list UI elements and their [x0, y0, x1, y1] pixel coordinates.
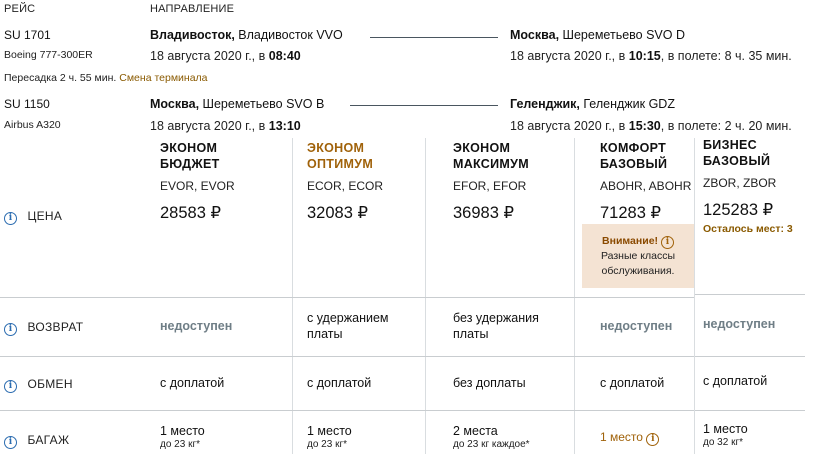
header-direction: НАПРАВЛЕНИЕ	[150, 3, 235, 15]
terminal-change-warning: Смена терминала	[119, 72, 208, 84]
service-class-notice	[582, 224, 694, 288]
route-line	[370, 37, 498, 38]
notice-text: обслуживания.	[601, 265, 675, 277]
route-line	[350, 105, 498, 106]
refund-row-label: i ВОЗВРАТ	[4, 318, 83, 336]
price-row-label: i ЦЕНА	[4, 207, 62, 225]
exchange-value: с доплатой	[307, 376, 372, 390]
exchange-value: с доплатой	[703, 374, 768, 388]
aircraft-type: Boeing 777-300ER	[4, 49, 93, 61]
info-icon[interactable]: i	[646, 433, 659, 446]
price-value: 28583 ₽	[160, 204, 221, 222]
price-value: 71283 ₽	[600, 204, 661, 222]
price-value: 125283 ₽	[703, 201, 774, 219]
baggage-value: 1 место до 23 кг*	[307, 424, 352, 450]
notice-title: Внимание!	[602, 235, 659, 247]
baggage-value: 1 место i	[600, 430, 659, 446]
header-flight: РЕЙС	[4, 3, 36, 15]
baggage-row-label: i БАГАЖ	[4, 431, 69, 449]
refund-value: недоступен	[600, 319, 673, 333]
departure-datetime: 18 августа 2020 г., в 08:40	[150, 49, 301, 63]
fare-business-basic[interactable]: БИЗНЕС БАЗОВЫЙ	[703, 138, 771, 168]
row-divider	[0, 356, 694, 357]
exchange-row-label: i ОБМЕН	[4, 375, 73, 393]
info-icon[interactable]: i	[661, 236, 674, 249]
refund-value: недоступен	[160, 319, 233, 333]
fare-comfort-basic[interactable]: КОМФОРТ БАЗОВЫЙ	[600, 141, 668, 171]
fare-codes: EFOR, EFOR	[453, 179, 527, 193]
exchange-value: без доплаты	[453, 376, 526, 390]
transfer-info: Пересадка 2 ч. 55 мин. Смена терминала	[4, 72, 208, 84]
fare-codes: ZBOR, ZBOR	[703, 176, 777, 190]
arrival-city: Геленджик, Геленджик GDZ	[510, 97, 675, 111]
info-icon[interactable]: i	[4, 380, 17, 393]
flight-number: SU 1150	[4, 97, 50, 111]
arrival-datetime: 18 августа 2020 г., в 10:15, в полете: 8 ч. 35 мин.	[510, 49, 792, 63]
baggage-value: 1 место до 32 кг*	[703, 422, 748, 448]
fare-economy-optimum[interactable]: ЭКОНОМ ОПТИМУМ	[307, 141, 374, 171]
row-divider	[0, 297, 694, 298]
baggage-value: 1 место до 23 кг*	[160, 424, 205, 450]
info-icon[interactable]: i	[4, 323, 17, 336]
column-divider	[425, 138, 426, 454]
fare-economy-maximum[interactable]: ЭКОНОМ МАКСИМУМ	[453, 141, 529, 171]
fare-economy-budget[interactable]: ЭКОНОМ БЮДЖЕТ	[160, 141, 220, 171]
aircraft-type: Airbus A320	[4, 119, 61, 131]
refund-value: с удержанием платы	[307, 311, 389, 341]
info-icon[interactable]: i	[4, 212, 17, 225]
departure-datetime: 18 августа 2020 г., в 13:10	[150, 119, 301, 133]
arrival-city: Москва, Шереметьево SVO D	[510, 28, 685, 42]
refund-value: без удержания платы	[453, 311, 539, 341]
fare-codes: ABOHR, ABOHR	[600, 179, 692, 193]
row-divider	[695, 356, 805, 357]
departure-city: Москва, Шереметьево SVO B	[150, 97, 325, 111]
flight-number: SU 1701	[4, 28, 51, 42]
departure-city: Владивосток, Владивосток VVO	[150, 28, 343, 42]
refund-value: недоступен	[703, 317, 776, 331]
row-divider	[0, 410, 694, 411]
seats-remaining: Осталось мест: 3	[703, 223, 793, 235]
notice-text: Разные классы	[600, 250, 676, 262]
exchange-value: с доплатой	[160, 376, 225, 390]
price-value: 32083 ₽	[307, 204, 368, 222]
row-divider	[695, 294, 805, 295]
baggage-value: 2 места до 23 кг каждое*	[453, 424, 530, 450]
info-icon[interactable]: i	[4, 436, 17, 449]
arrival-datetime: 18 августа 2020 г., в 15:30, в полете: 2 ч. 20 мин.	[510, 119, 792, 133]
fare-codes: ECOR, ECOR	[307, 179, 384, 193]
row-divider	[695, 410, 805, 411]
column-divider	[694, 138, 695, 454]
price-value: 36983 ₽	[453, 204, 514, 222]
column-divider	[574, 138, 575, 454]
column-divider	[292, 138, 293, 454]
fare-codes: EVOR, EVOR	[160, 179, 235, 193]
exchange-value: с доплатой	[600, 376, 665, 390]
